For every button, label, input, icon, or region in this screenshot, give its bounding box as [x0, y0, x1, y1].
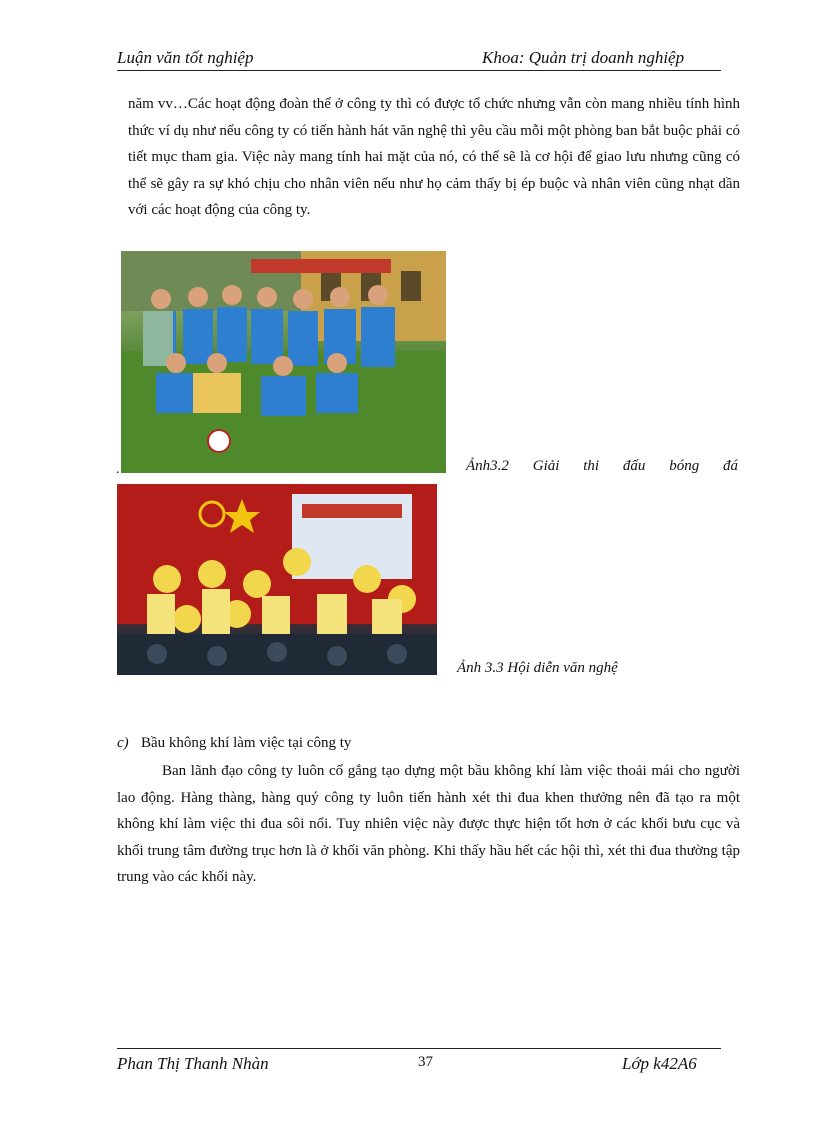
caption-word: Giải	[532, 458, 560, 474]
header-thesis-title: Luận văn tốt nghiệp	[117, 48, 254, 67]
footer-author: Phan Thị Thanh Nhàn	[117, 1054, 269, 1073]
figure-marker: .	[116, 462, 120, 477]
caption-performance: Ảnh 3.3 Hội diễn văn nghệ	[457, 660, 618, 676]
caption-football	[466, 458, 738, 475]
section-heading	[117, 735, 351, 752]
caption-word: Ảnh3.2	[466, 458, 509, 474]
header-rule	[117, 70, 721, 71]
performance-photo	[117, 484, 437, 675]
section-title: Bầu không khí làm việc tại công ty	[141, 735, 352, 751]
intro-paragraph: năm vv…Các hoạt động đoàn thể ở công ty thì có được tổ chức nhưng vẫn còn mang nhiều tính hình thức ví dụ như nếu công ty có tiến hành hát văn nghệ thì yêu cầu mỗi một phòng ban bắt buộc phải có tiết mục tham gia. Việc này mang tính hai mặt của nó, có thể sẽ là cơ hội để giao lưu nhưng cũng có thể sẽ gây ra sự khó chịu cho nhân viên nếu như họ cảm thấy bị ép buộc và nhân viên cũng nhạt dần với các hoạt động của công ty.	[128, 96, 740, 218]
caption-word: bóng	[669, 458, 700, 474]
header-faculty: Khoa: Quản trị doanh nghiệp	[482, 48, 685, 67]
caption-word: đấu	[622, 458, 646, 474]
section-paragraph: Ban lãnh đạo công ty luôn cố gắng tạo dựng một bầu không khí làm việc thoải mái cho người lao động. Hàng thàng, hàng quý công ty luôn tiến hành xét thi đua khen thưởng nên đã tạo ra một không khí làm việc thi đua sôi nổi. Tuy nhiên việc này được thực hiện tốt hơn ở các khối bưu cục và khối trung tâm đường trục hơn là ở khối văn phòng. Khi thấy hầu hết các hội thì, xét thi đua thường tập trung vào các khối này.	[117, 763, 740, 885]
performance-illustration	[117, 484, 437, 675]
footer-rule	[117, 1048, 721, 1049]
page-number: 37	[418, 1054, 433, 1070]
football-team-photo	[121, 251, 446, 473]
caption-word: đá	[723, 458, 738, 474]
caption-word: thi	[583, 458, 600, 474]
football-team-illustration	[121, 251, 446, 473]
section-marker: c)	[117, 735, 129, 751]
footer-class: Lớp k42A6	[622, 1054, 697, 1073]
